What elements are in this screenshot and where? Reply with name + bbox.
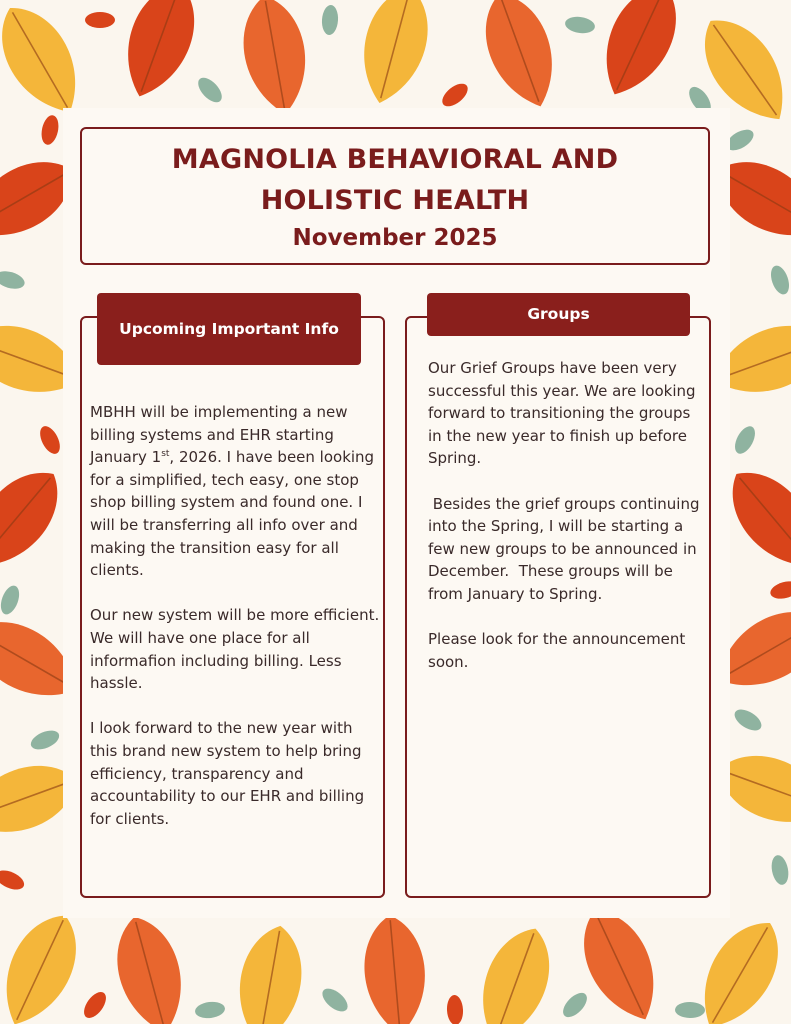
groups-heading: Groups — [427, 293, 690, 336]
small-leaf-icon — [675, 1002, 705, 1019]
small-leaf-icon — [194, 1000, 226, 1020]
leaf-icon — [235, 0, 315, 119]
small-leaf-icon — [318, 984, 351, 1016]
small-leaf-icon — [731, 423, 759, 457]
small-leaf-icon — [36, 423, 64, 457]
small-leaf-icon — [194, 74, 226, 107]
small-leaf-icon — [0, 268, 27, 292]
ordinal-suffix: st — [161, 449, 170, 460]
groups-paragraph-2: Besides the grief groups continuing into the Spring, I will be starting a few new groups to be announced in December. These groups will be from January to Spring. — [428, 494, 705, 603]
leaf-icon — [230, 921, 310, 1024]
small-leaf-icon — [768, 263, 791, 297]
small-leaf-icon — [564, 15, 596, 35]
small-leaf-icon — [85, 12, 115, 28]
small-leaf-icon — [446, 995, 464, 1024]
newsletter-date: November 2025 — [292, 225, 498, 251]
leaf-icon — [111, 0, 208, 107]
upcoming-info-paragraph-3: I look forward to the new year with this brand new system to help bring efficiency, transparency and accountability to our EHR and billing for clients. — [90, 719, 365, 828]
groups-paragraph-3: Please look for the announcement soon. — [428, 630, 686, 671]
upcoming-info-paragraph-1 — [90, 401, 382, 582]
small-leaf-icon — [438, 79, 471, 110]
small-leaf-icon — [28, 727, 62, 753]
title-line-1: MAGNOLIA BEHAVIORAL AND — [171, 144, 619, 175]
small-leaf-icon — [731, 705, 765, 734]
upcoming-info-text — [90, 401, 382, 830]
small-leaf-icon — [0, 867, 27, 894]
groups-paragraph-1: Our Grief Groups have been very successful this year. We are looking forward to transitioning the groups in the new year to finish up before Spring. — [428, 359, 696, 468]
p1-text-end: , 2026. I have been looking for a simplified, tech easy, one stop shop billing system and found one. I will be transferring all info over and making the transition easy for all clients. — [90, 448, 375, 580]
leaf-icon — [350, 0, 439, 111]
title-box — [80, 127, 710, 265]
small-leaf-icon — [0, 583, 23, 617]
title-line-2: HOLISTIC HEALTH — [260, 185, 530, 216]
page-title — [82, 139, 708, 221]
leaf-icon — [0, 903, 93, 1024]
small-leaf-icon — [80, 988, 111, 1022]
p1-text-start: MBHH will be implementing a new billing systems and EHR starting January 1 — [90, 403, 348, 467]
small-leaf-icon — [321, 4, 339, 35]
small-leaf-icon — [39, 114, 61, 147]
leaf-icon — [466, 918, 563, 1024]
small-leaf-icon — [768, 578, 791, 601]
small-leaf-icon — [559, 989, 591, 1022]
leaf-icon — [105, 909, 194, 1024]
upcoming-info-heading: Upcoming Important Info — [97, 293, 361, 365]
small-leaf-icon — [769, 854, 790, 887]
leaf-icon — [587, 0, 692, 107]
leaf-icon — [471, 0, 568, 117]
groups-text — [428, 357, 706, 673]
upcoming-info-paragraph-2: Our new system will be more efficient. We will have one place for all informafion including billing. Less hassle. — [90, 606, 380, 693]
